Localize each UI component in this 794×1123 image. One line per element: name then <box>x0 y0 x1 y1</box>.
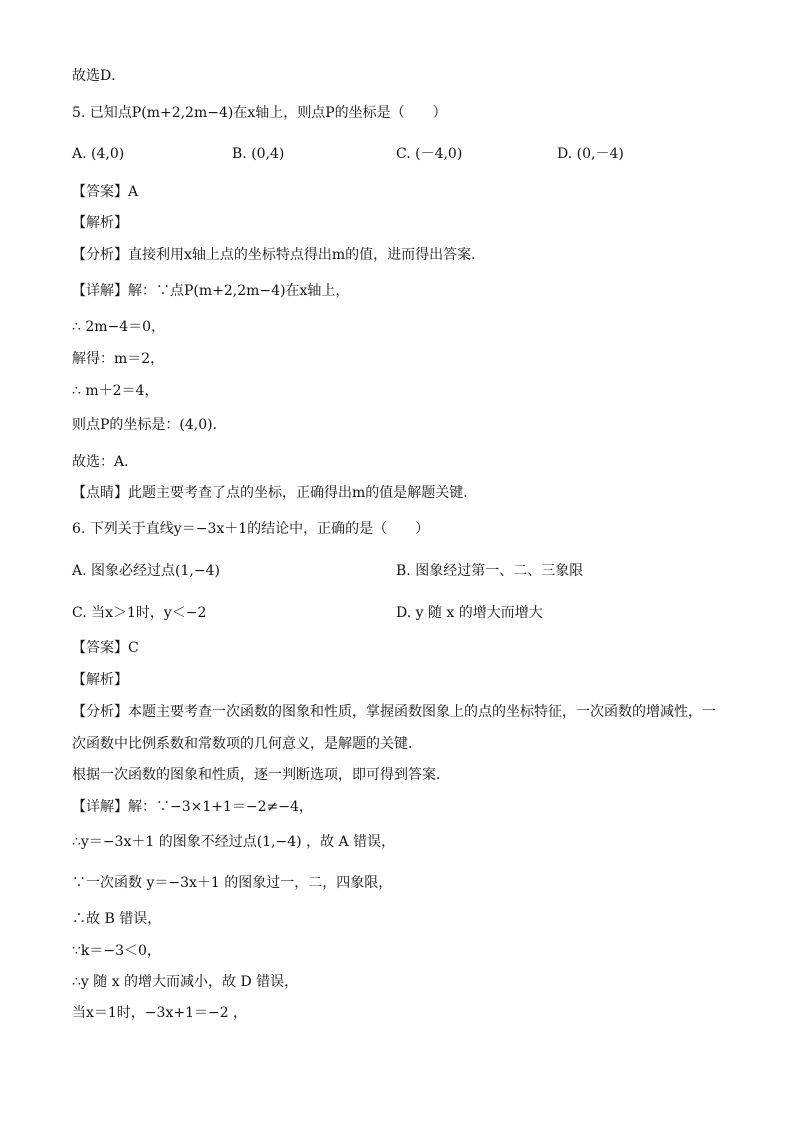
option-a: A. (4,0) <box>72 146 125 162</box>
solution-step: ∵k＝−3＜0， <box>72 943 161 959</box>
option-c: C. 当x＞1时，y＜−2 <box>72 605 207 621</box>
analysis-text: 次函数中比例系数和常数项的几何意义，是解题的关键． <box>72 736 422 752</box>
question-6: 6. 下列关于直线y＝−3x＋1的结论中，正确的是（ ） <box>72 521 430 537</box>
question-5: 5. 已知点P(m+2,2m−4)在x轴上，则点P的坐标是（ ） <box>72 105 447 121</box>
option-b: B. 图象经过第一、二、三象限 <box>396 563 584 579</box>
answer-label: 【答案】C <box>72 640 139 656</box>
solution-step: ∴y 随 x 的增大而减小，故 D 错误， <box>72 974 299 990</box>
option-d: D. y 随 x 的增大而增大 <box>396 605 543 621</box>
solution-step: ∴y＝−3x＋1 的图象不经过点(1,−4) ，故 A 错误， <box>72 834 396 850</box>
solution-step: ∴ m＋2＝4， <box>72 383 159 399</box>
detail-text: 【详解】解：∵点P(m+2,2m−4)在x轴上， <box>72 283 350 299</box>
answer-label: 【答案】A <box>72 184 139 200</box>
solution-step: ∴ 2m−4＝0， <box>72 319 166 335</box>
option-d: D. (0,－4) <box>557 146 624 162</box>
analysis-label: 【解析】 <box>72 672 128 688</box>
solution-step: 故选：A． <box>72 454 139 470</box>
option-c: C. (－4,0) <box>396 146 463 162</box>
text-line: 故选D． <box>72 68 126 84</box>
comment-text: 【点睛】此题主要考查了点的坐标，正确得出m的值是解题关键． <box>72 485 478 501</box>
detail-text: 【详解】解：∵−3×1+1＝−2≠−4， <box>72 799 313 815</box>
analysis-text: 根据一次函数的图象和性质，逐一判断选项，即可得到答案． <box>72 767 450 783</box>
option-b: B. (0,4) <box>232 146 285 162</box>
analysis-text: 【分析】本题主要考查一次函数的图象和性质，掌握函数图象上的点的坐标特征，一次函数的增减性，一 <box>72 704 716 720</box>
solution-step: ∴故 B 错误， <box>72 911 162 927</box>
analysis-text: 【分析】直接利用x轴上点的坐标特点得出m的值，进而得出答案． <box>72 247 486 263</box>
solution-step: 解得：m＝2， <box>72 351 165 367</box>
analysis-label: 【解析】 <box>72 215 128 231</box>
option-a: A. 图象必经过点(1,−4) <box>72 563 220 579</box>
solution-step: ∵一次函数 y＝−3x＋1 的图象过一，二，四象限， <box>72 875 393 891</box>
solution-step: 则点P的坐标是：(4,0)． <box>72 417 227 433</box>
solution-step: 当x＝1时，−3x+1＝−2 ， <box>72 1005 248 1021</box>
